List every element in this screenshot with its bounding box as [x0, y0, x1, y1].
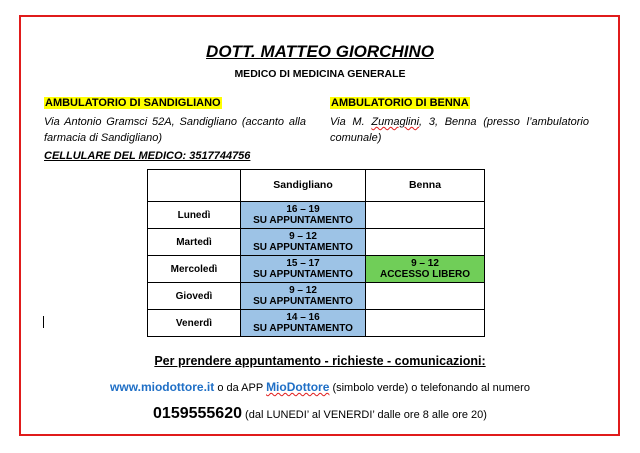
- website-link[interactable]: www.miodottore.it: [110, 380, 215, 394]
- benna-hours-cell: 9 – 12 ACCESSO LIBERO: [366, 256, 485, 283]
- app-name: MioDottore: [266, 380, 330, 394]
- spellcheck-word: Zumaglini: [371, 116, 420, 128]
- table-row: [148, 310, 485, 337]
- table-row: [148, 283, 485, 310]
- text-cursor: [43, 316, 44, 328]
- table-header-row: [148, 170, 485, 202]
- table-row: [148, 229, 485, 256]
- schedule-table: [147, 169, 485, 337]
- sandigliano-hours-cell: 16 – 19 SU APPUNTAMENTO: [241, 202, 366, 229]
- header-cell-sandigliano: Sandigliano: [241, 170, 366, 202]
- contact-heading: Per prendere appuntamento - richieste - comunicazioni:: [154, 354, 486, 368]
- contact-phone-line: [0, 405, 640, 423]
- ambulatory-benna-address: Via M. Zumaglini, 3, Benna (presso l’ambulatorio comunale): [330, 116, 589, 144]
- day-cell: Mercoledì: [148, 256, 241, 283]
- day-cell: Giovedì: [148, 283, 241, 310]
- benna-hours-cell: [366, 310, 485, 337]
- sandigliano-hours-cell: 9 – 12 SU APPUNTAMENTO: [241, 283, 366, 310]
- ambulatory-sandigliano-address: Via Antonio Gramsci 52A, Sandigliano (accanto alla farmacia di Sandigliano): [44, 116, 306, 144]
- phone-number[interactable]: 0159555620: [153, 405, 242, 422]
- table-row: [148, 202, 485, 229]
- doctor-role: MEDICO DI MEDICINA GENERALE: [234, 68, 406, 80]
- cellphone-line: CELLULARE DEL MEDICO: 3517744756: [44, 150, 251, 162]
- sandigliano-hours-cell: 14 – 16 SU APPUNTAMENTO: [241, 310, 366, 337]
- contact-web-line: www.miodottore.it o da APP MioDottore (simbolo verde) o telefonando al numero: [110, 380, 530, 394]
- header-cell-empty: [148, 170, 241, 202]
- day-cell: Martedì: [148, 229, 241, 256]
- sandigliano-hours-cell: 15 – 17 SU APPUNTAMENTO: [241, 256, 366, 283]
- day-cell: Lunedì: [148, 202, 241, 229]
- header-cell-benna: Benna: [366, 170, 485, 202]
- benna-hours-cell: [366, 229, 485, 256]
- ambulatory-benna-label: AMBULATORIO DI BENNA: [331, 97, 469, 109]
- benna-hours-cell: [366, 202, 485, 229]
- benna-hours-cell: [366, 283, 485, 310]
- sandigliano-hours-cell: 9 – 12 SU APPUNTAMENTO: [241, 229, 366, 256]
- table-row: [148, 256, 485, 283]
- phone-hours: (dal LUNEDI’ al VENERDI’ dalle ore 8 alle ore 20): [242, 409, 487, 421]
- doctor-name: DOTT. MATTEO GIORCHINO: [206, 42, 434, 61]
- day-cell: Venerdì: [148, 310, 241, 337]
- ambulatory-sandigliano-label: AMBULATORIO DI SANDIGLIANO: [45, 97, 221, 109]
